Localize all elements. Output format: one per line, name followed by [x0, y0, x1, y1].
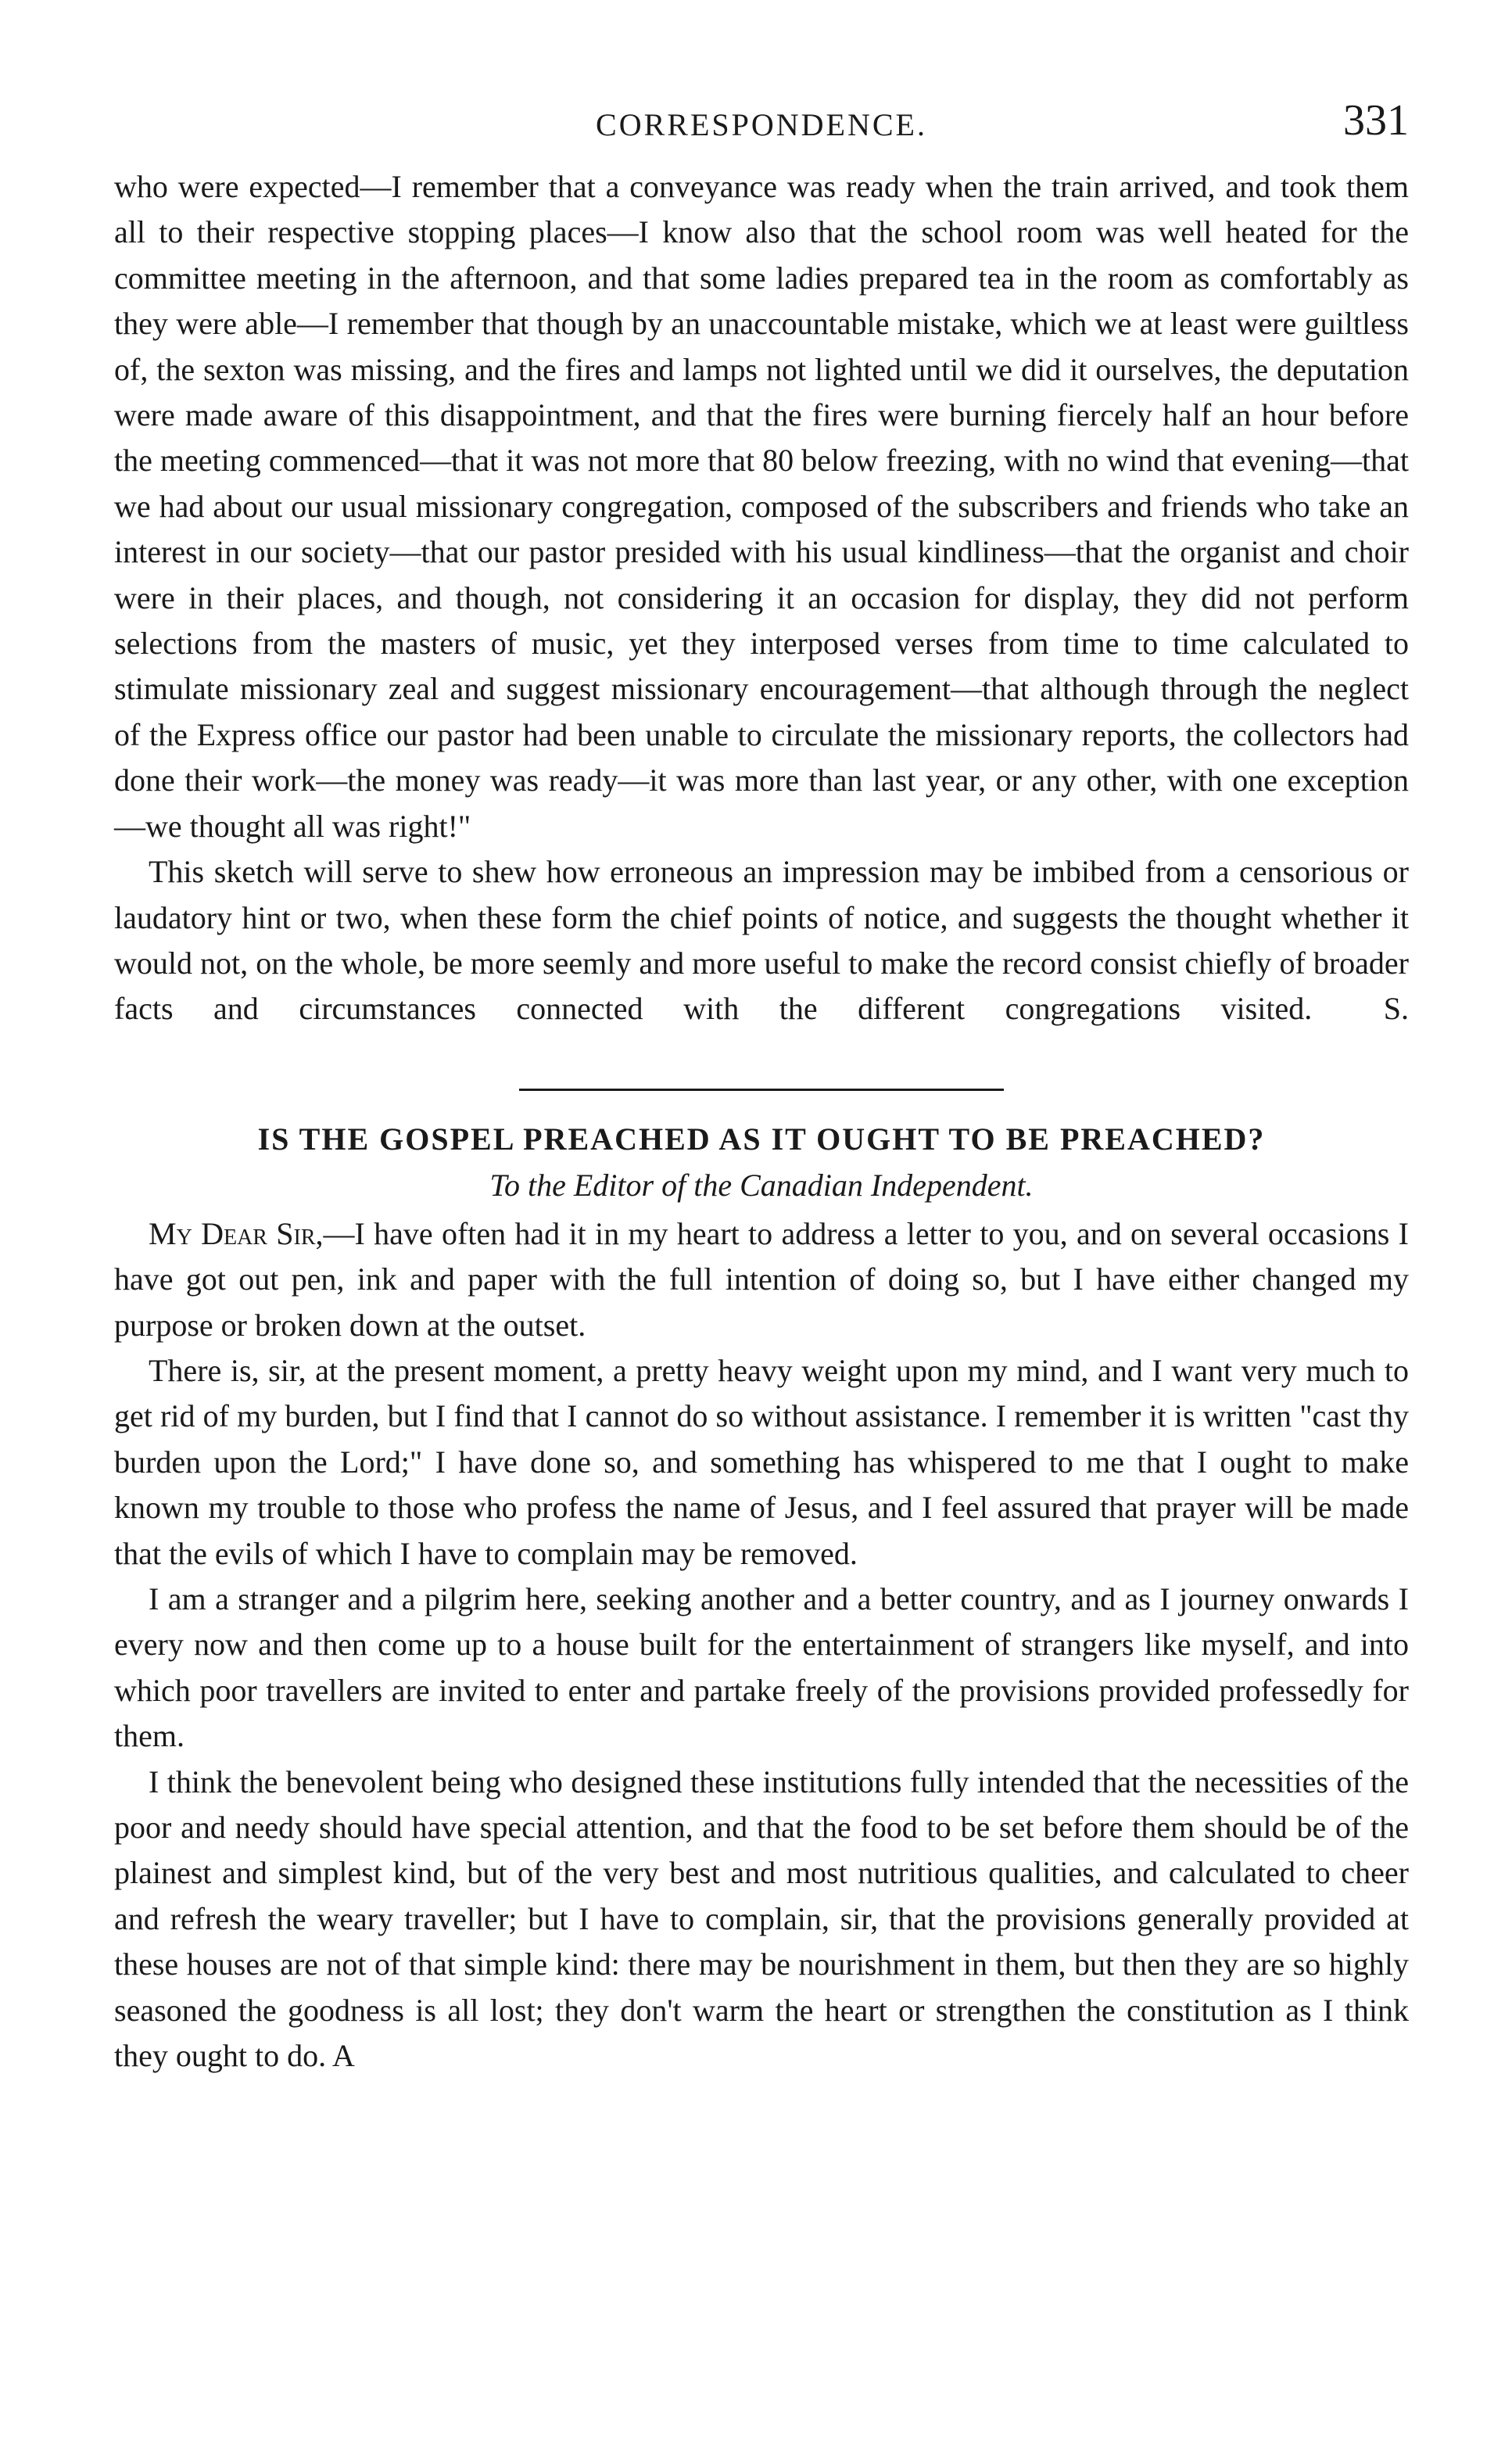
letter-paragraph-1-text: —I have often had it in my heart to address a letter to you, and on several occasions I have got out pen, ink and paper with the full intention of doing so, but I have either changed my purpose or broken down at the outset.	[114, 1215, 1409, 1343]
salutation: My Dear Sir,	[149, 1215, 324, 1251]
running-header	[114, 94, 1409, 164]
section-divider	[519, 1089, 1004, 1091]
article-dedication: To the Editor of the Canadian Independent.	[489, 1167, 1034, 1203]
closing-paragraph-text: This sketch will serve to shew how erroneous an impression may be imbibed from a censorious or laudatory hint or two, when these form the chief points of notice, and suggests the thought whether it would not, on the whole, be more seemly and more useful to make the record consist chiefly of broader facts and circumstances connected with the different congregations visited.	[114, 854, 1409, 1027]
continuation-paragraph: who were expected—I remember that a conveyance was ready when the train arrived, and took them all to their respective stopping places—I know also that the school room was well heated for the committee meeting in the afternoon, and that some ladies prepared tea in the room as comfortably as they were able—I remember that though by an unaccountable mistake, which we at least were guiltless of, the sexton was missing, and the fires and lamps not lighted until we did it ourselves, the deputation were made aware of this disappointment, and that the fires were burning fiercely half an hour before the meeting commenced—that it was not more that 80 below freezing, with no wind that evening—that we had about our usual missionary congregation, composed of the subscribers and friends who take an interest in our society—that our pastor presided with his usual kindliness—that the organist and choir were in their places, and though, not considering it an occasion for display, they did not perform selections from the masters of music, yet they interposed verses from time to time calculated to stimulate missionary zeal and suggest missionary encouragement—that although through the neglect of the Express office our pastor had been unable to circulate the missionary reports, the collectors had done their work—the money was ready—it was more than last year, or any other, with one exception—we thought all was right!"	[114, 169, 1409, 844]
running-title: CORRESPONDENCE.	[596, 107, 927, 142]
signature: S.	[1383, 991, 1410, 1027]
article-title: IS THE GOSPEL PREACHED AS IT OUGHT TO BE PREACHED?	[257, 1121, 1266, 1157]
closing-paragraph	[114, 849, 1409, 1032]
letter-paragraph-4: I think the benevolent being who designed these institutions fully intended that the necessities of the poor and needy should have special attention, and that the food to be set before them should be of the plainest and simplest kind, but of the very best and most nutritious qualities, and calculated to cheer and refresh the weary traveller; but I have to complain, sir, that the provisions generally provided at these houses are not of that simple kind: there may be nourishment in them, but then they are so highly seasoned the goodness is all lost; they don't warm the heart or strengthen the constitution as I think they ought to do. A	[114, 1763, 1409, 2074]
letter-paragraph-2: There is, sir, at the present moment, a pretty heavy weight upon my mind, and I want very much to get rid of my burden, but I find that I cannot do so without assistance. I remember it is written "cast thy burden upon the Lord;" I have done so, and something has whispered to me that I ought to make known my trouble to those who profess the name of Jesus, and I feel assured that prayer will be made that the evils of which I have to complain may be removed.	[114, 1352, 1409, 1571]
page-number: 331	[1343, 96, 1409, 145]
letter-paragraph-1	[114, 1211, 1409, 1348]
letter-paragraph-3: I am a stranger and a pilgrim here, seeking another and a better country, and as I journey onwards I every now and then come up to a house built for the entertainment of strangers like myself, and into which poor travellers are invited to enter and partake freely of the provisions provided professedly for them.	[114, 1580, 1409, 1754]
document-page	[114, 94, 1409, 2079]
